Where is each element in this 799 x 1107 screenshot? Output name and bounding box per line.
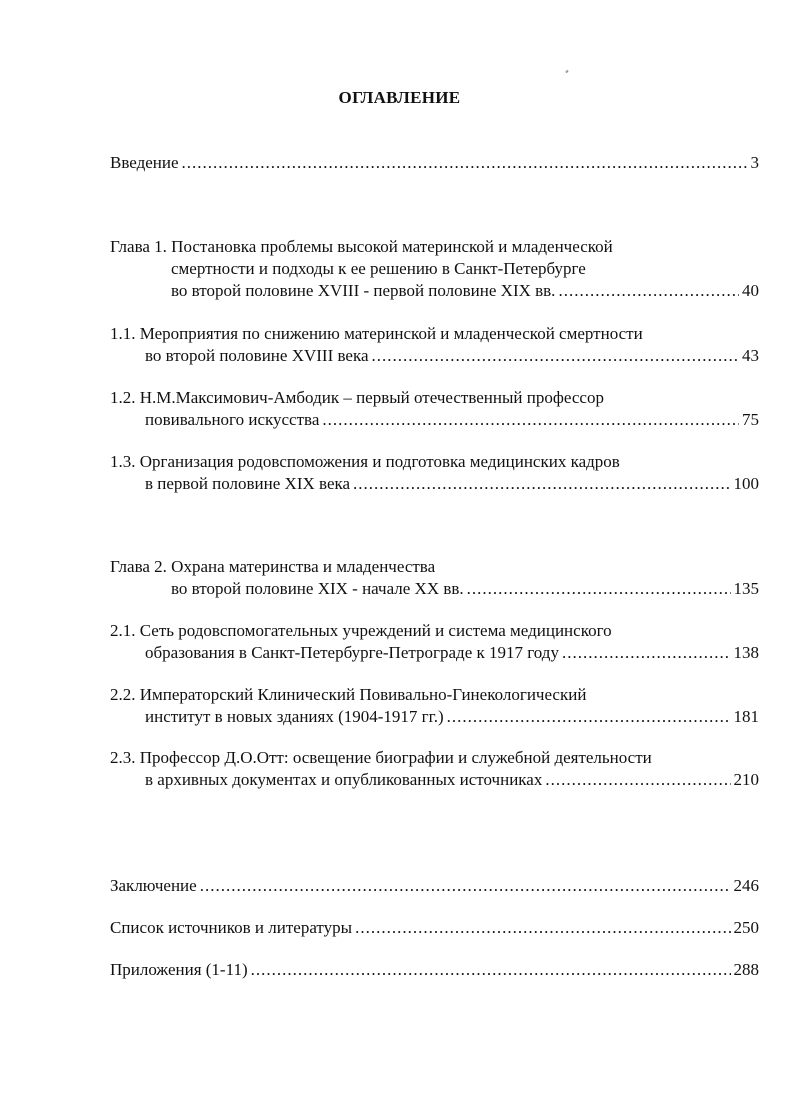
- toc-page-number: 43: [742, 346, 759, 365]
- dot-leader: [372, 346, 740, 366]
- toc-entry-conclusion[interactable]: [110, 876, 759, 896]
- toc-section-1-1-line-2[interactable]: [145, 346, 759, 366]
- toc-label: в архивных документах и опубликованных источниках: [145, 770, 543, 789]
- toc-page-number: 181: [733, 707, 759, 726]
- toc-entry-appendix[interactable]: [110, 960, 759, 980]
- toc-entry-sources[interactable]: [110, 918, 759, 938]
- toc-page-number: 288: [733, 960, 759, 979]
- toc-chapter-2-line-2[interactable]: [171, 579, 759, 599]
- toc-section-2-2-line-1[interactable]: 2.2. Императорский Клинический Повивально-Гинекологический: [110, 685, 587, 704]
- page-title: ОГЛАВЛЕНИЕ: [338, 88, 461, 107]
- toc-section-1-3-line-1[interactable]: 1.3. Организация родовспоможения и подготовка медицинских кадров: [110, 452, 620, 471]
- toc-label: во второй половине XIX - начале XX вв.: [171, 579, 464, 598]
- toc-page-number: 210: [733, 770, 759, 789]
- toc-page-number: 3: [750, 153, 759, 172]
- toc-label: повивального искусства: [145, 410, 320, 429]
- toc-section-2-3-line-1[interactable]: 2.3. Профессор Д.О.Отт: освещение биографии и служебной деятельности: [110, 748, 652, 767]
- toc-page-number: 246: [733, 876, 759, 895]
- toc-section-2-3-line-2[interactable]: [145, 770, 759, 790]
- dot-leader: [353, 474, 730, 494]
- toc-section-2-1-line-1[interactable]: 2.1. Сеть родовспомогательных учреждений и система медицинского: [110, 621, 612, 640]
- toc-label: институт в новых зданиях (1904-1917 гг.): [145, 707, 444, 726]
- dot-leader: [545, 770, 730, 790]
- dot-leader: [182, 153, 748, 173]
- dot-leader: [447, 707, 731, 727]
- dot-leader: [251, 960, 731, 980]
- toc-page-number: 40: [742, 281, 759, 300]
- toc-page-number: 135: [733, 579, 759, 598]
- toc-chapter-2-line-1[interactable]: Глава 2. Охрана материнства и младенчества: [110, 557, 436, 576]
- scan-speck: [565, 70, 568, 74]
- toc-section-2-2-line-2[interactable]: [145, 707, 759, 727]
- dot-leader: [200, 876, 731, 896]
- dot-leader: [322, 410, 739, 430]
- toc-label: во второй половине XVIII века: [145, 346, 369, 365]
- toc-chapter-1-line-1[interactable]: Глава 1. Постановка проблемы высокой материнской и младенческой: [110, 237, 613, 256]
- toc-label: образования в Санкт-Петербурге-Петрограде к 1917 году: [145, 643, 559, 662]
- dot-leader: [558, 281, 739, 301]
- toc-page-number: 138: [733, 643, 759, 662]
- toc-entry-intro[interactable]: [110, 153, 759, 173]
- dot-leader: [562, 643, 731, 663]
- toc-section-2-1-line-2[interactable]: [145, 643, 759, 663]
- dot-leader: [467, 579, 731, 599]
- toc-chapter-1-line-3[interactable]: [171, 281, 759, 301]
- toc-page-number: 100: [733, 474, 759, 493]
- toc-label: в первой половине XIX века: [145, 474, 351, 493]
- toc-label: Введение: [110, 153, 179, 172]
- toc-section-1-2-line-1[interactable]: 1.2. Н.М.Максимович-Амбодик – первый отечественный профессор: [110, 388, 604, 407]
- toc-section-1-3-line-2[interactable]: [145, 474, 759, 494]
- toc-label: Заключение: [110, 876, 197, 895]
- toc-page-number: 250: [733, 918, 759, 937]
- toc-label: Список источников и литературы: [110, 918, 353, 937]
- toc-page-number: 75: [742, 410, 759, 429]
- toc-label: во второй половине XVIII - первой половине XIX вв.: [171, 281, 556, 300]
- dot-leader: [355, 918, 730, 938]
- toc-label: Приложения (1-11): [110, 960, 248, 979]
- toc-section-1-2-line-2[interactable]: [145, 410, 759, 430]
- toc-section-1-1-line-1[interactable]: 1.1. Мероприятия по снижению материнской и младенческой смертности: [110, 324, 643, 343]
- toc-chapter-1-line-2[interactable]: смертности и подходы к ее решению в Санкт-Петербурге: [171, 259, 586, 278]
